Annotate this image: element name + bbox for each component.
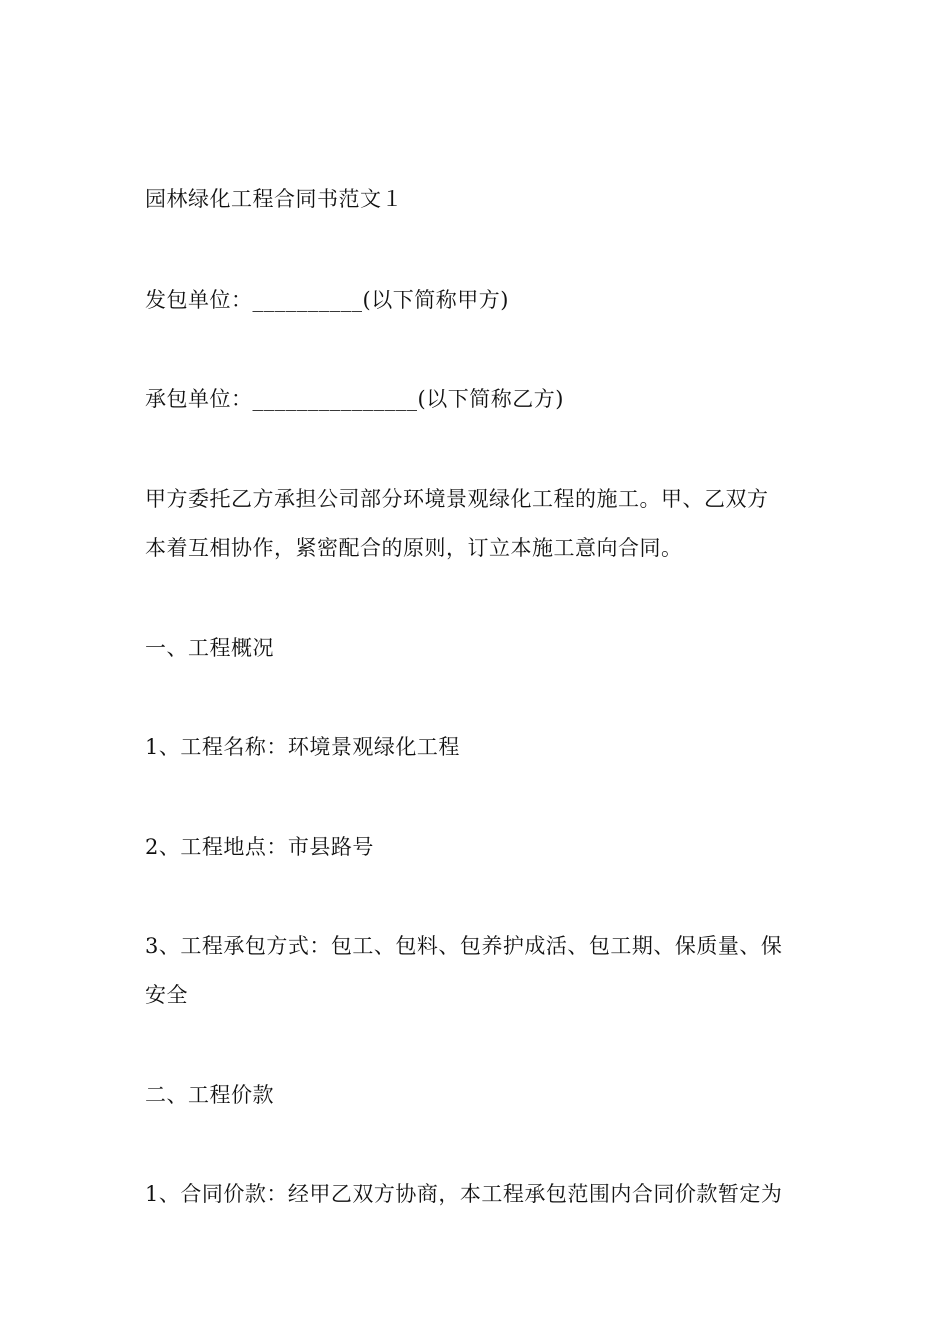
item-1-1: 1、工程名称：环境景观绿化工程 <box>145 735 460 759</box>
document-title: 园林绿化工程合同书范文１ <box>145 187 403 211</box>
item-1-3-line-2: 安全 <box>145 983 188 1007</box>
item-1-2: 2、工程地点：市县路号 <box>145 835 374 859</box>
intro-paragraph-line-1: 甲方委托乙方承担公司部分环境景观绿化工程的施工。甲、乙双方 <box>145 487 769 511</box>
section-1-heading: 一、工程概况 <box>145 636 274 660</box>
section-2-heading: 二、工程价款 <box>145 1083 274 1107</box>
item-2-1: 1、合同价款：经甲乙双方协商，本工程承包范围内合同价款暂定为 <box>145 1182 783 1206</box>
intro-paragraph-line-2: 本着互相协作，紧密配合的原则，订立本施工意向合同。 <box>145 536 683 560</box>
party-b-line: 承包单位：_______________(以下简称乙方) <box>145 387 564 411</box>
party-a-line: 发包单位：__________(以下简称甲方) <box>145 288 509 312</box>
item-1-3-line-1: 3、工程承包方式：包工、包料、包养护成活、包工期、保质量、保 <box>145 934 783 958</box>
